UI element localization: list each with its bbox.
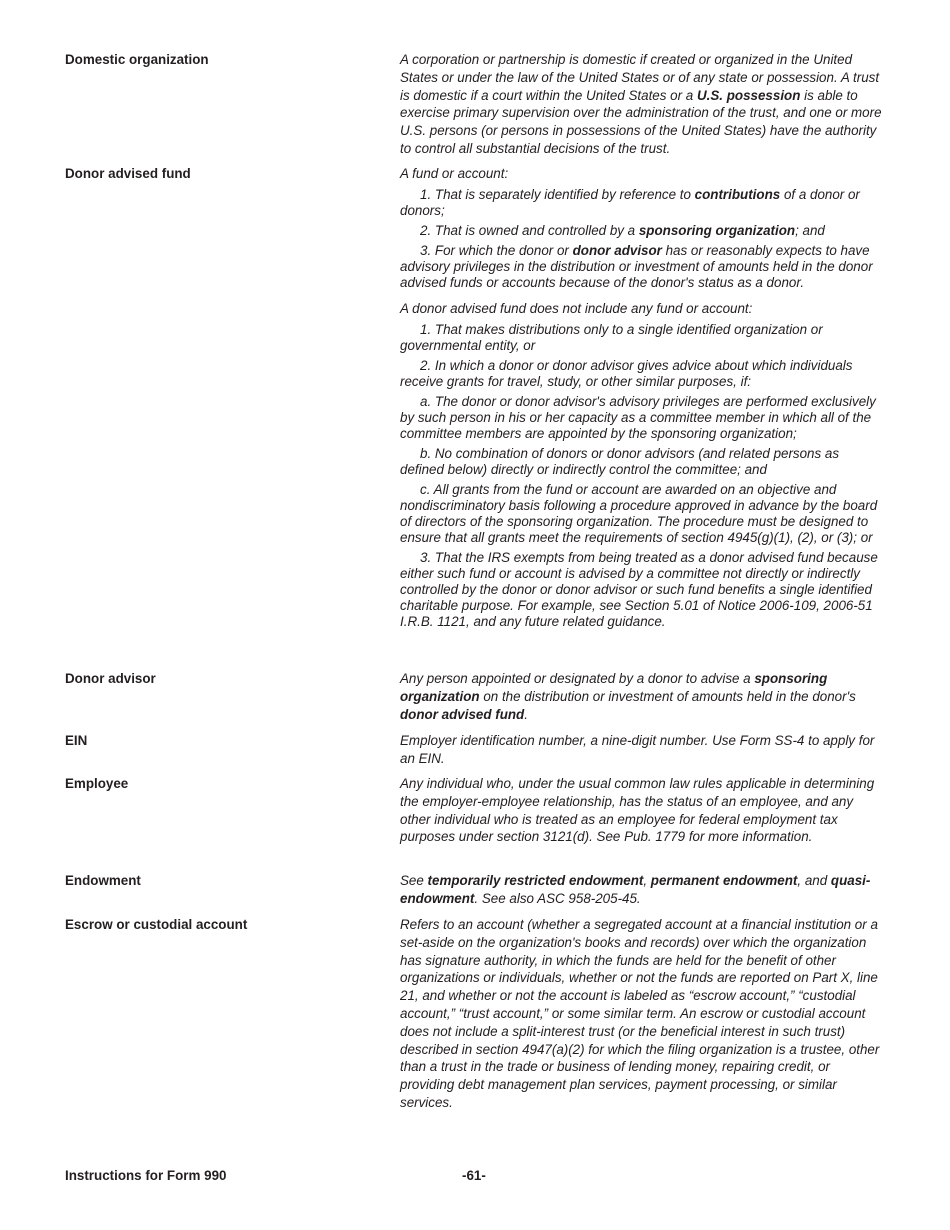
- def-endowment: See temporarily restricted endowment, permanent endowment, and quasi-endowment. See also ASC 958-205-45.: [400, 873, 871, 906]
- term-endowment: Endowment: [65, 873, 141, 888]
- term-domestic-organization: Domestic organization: [65, 52, 209, 67]
- def-domestic-organization: A corporation or partnership is domestic if created or organized in the United States or under the law of the United States or of any state or possession. A trust is domestic if a court within the United States or a U.S. possession is able to exercise primary supervision over the administration of the trust, and one or more U.S. persons (or persons in possessions of the United States) have the authority to control all substantial decisions of the trust.: [400, 52, 882, 156]
- term-donor-advised-fund: Donor advised fund: [65, 166, 191, 181]
- footer-title: Instructions for Form 990: [65, 1168, 227, 1183]
- term-employee: Employee: [65, 776, 129, 791]
- def-employee: Any individual who, under the usual common law rules applicable in determining the employer-employee relationship, has the status of an employee, and any other individual who is treated as an employee for federal employment tax purposes under section 3121(d). See Pub. 1779 for more information.: [400, 776, 875, 845]
- def-donor-advisor: Any person appointed or designated by a donor to advise a sponsoring organization on the distribution or investment of amounts held in the donor's donor advised fund.: [400, 671, 856, 722]
- def-donor-advised-fund: A fund or account: 1. That is separately identified by reference to contributions of a donor or donors; 2. That is owned and controlled by a sponsoring organization; and 3. For which the donor or donor advisor has or reasonably expects to have advisory privileges in the distribution or investment of amounts held in the donor advised funds or accounts because of the donor's status as a donor. A donor advised fund does not include any fund or account: 1. That makes distributions only to a single identified organization or governmental entity, or 2. In which a donor or donor advisor gives advice about which individuals receive grants for travel, study, or other similar purposes, if: a. The donor or donor advisor's advisory privileges are performed exclusively by such person in his or her capacity as a committee member in which all of the committee members are appointed by the sponsoring organization; b. No combination of donors or donor advisors (and related persons as defined below) directly or indirectly control the committee; and c. All grants from the fund or account are awarded on an objective and nondiscriminatory basis following a procedure approved in advance by the board of directors of the sponsoring organization. The procedure must be designed to ensure that all grants meet the requirements of section 4945(g)(1), (2), or (3); or 3. That the IRS exempts from being treated as a donor advised fund because either such fund or account is advised by a committee not directly or indirectly controlled by the donor or donor advisor or such fund benefits a single identified charitable purpose. For example, see Section 5.01 of Notice 2006-109, 2006-51 I.R.B. 1121, and any future related guidance.: [400, 166, 878, 629]
- term-ein: EIN: [65, 733, 88, 748]
- term-escrow-account: Escrow or custodial account: [65, 917, 248, 932]
- def-ein: Employer identification number, a nine-digit number. Use Form SS-4 to apply for an EIN.: [400, 733, 875, 766]
- page-number: -61-: [462, 1168, 486, 1183]
- term-donor-advisor: Donor advisor: [65, 671, 156, 686]
- def-escrow-account: Refers to an account (whether a segregated account at a financial institution or a set-aside on the organization's books and records) over which the organization has signature authority, in which the funds are held for the benefit of other organizations or individuals, whether or not the funds are reported on Part X, line 21, and whether or not the account is labeled as “escrow account,” “custodial account,” “trust account,” or some similar term. An escrow or custodial account does not include a split-interest trust (or the beneficial interest in such trust) described in section 4947(a)(2) for which the filing organization is a trustee, other than a trust in the trade or business of lending money, repairing credit, or providing debt management plan services, payment processing, or similar services.: [400, 917, 880, 1110]
